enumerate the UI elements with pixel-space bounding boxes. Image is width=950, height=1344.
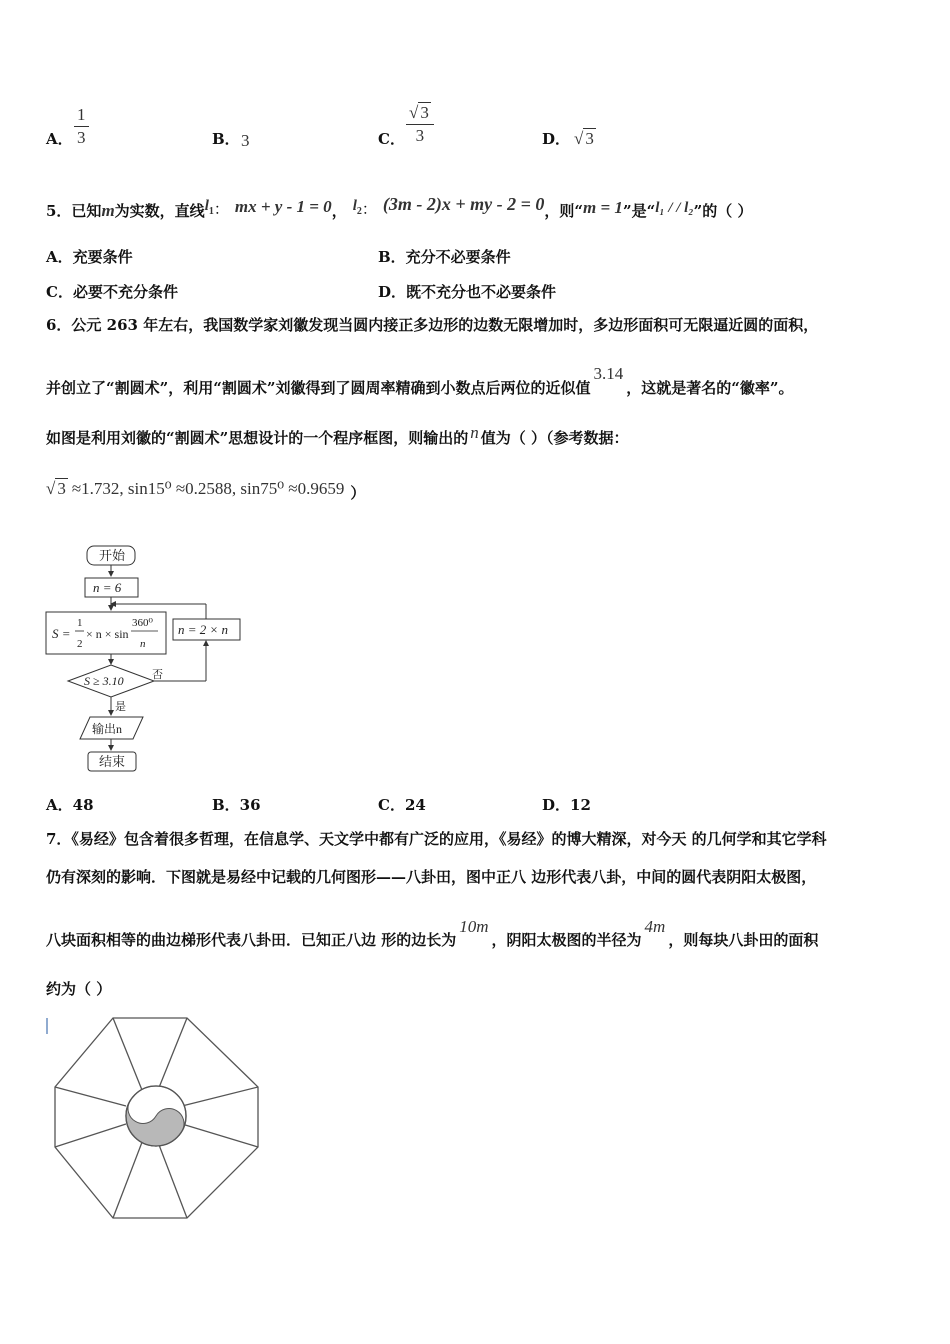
no-label: 否 (152, 669, 163, 681)
radicand: 3 (585, 129, 594, 148)
q4-option-b-label: B． (212, 130, 240, 148)
start-label: 开始 (99, 548, 126, 563)
q4-option-c-value: $\frac{√ 3}{3}$ (406, 102, 434, 147)
q6-line1: 6．公元 263 年左右，我国数学家刘徽发现当圆内接正多边形的边数无限增加时，多边形面积可无限逼近圆的面积， (46, 316, 819, 334)
q6-option-c: C．24 (378, 796, 426, 814)
q5-text: ”是“ (622, 202, 656, 220)
fraction-denominator: 3 (415, 126, 425, 145)
q6-text: ，这就是著名的“徽率”。 (626, 379, 794, 397)
q4-option-a-label: A． (46, 130, 73, 148)
q5-stem (46, 194, 753, 221)
subscript: 1 (208, 206, 214, 217)
q5-option-b: B．充分不必要条件 (378, 248, 511, 266)
q5-text: ”的（ ） (693, 202, 753, 220)
bagua-octagon-figure (44, 1012, 264, 1227)
line2-equation: (3m - 2)x + my - 2 = 0 (382, 194, 545, 214)
variable-n: n (470, 423, 479, 442)
q7-text: 八块面积相等的曲边梯形代表八卦田．已知正八边 形的边长为 (46, 931, 457, 949)
close-paren: ） (350, 486, 366, 502)
taiji-symbol (115, 1086, 189, 1157)
q7-text: ，阴阳太极图的半径为 (491, 931, 642, 949)
formula-s: S = (52, 626, 71, 641)
q4-option-b-value: 3 (241, 131, 250, 150)
yes-label: 是 (115, 701, 126, 713)
formula-mid: × n × sin (86, 627, 129, 641)
comma: ， (331, 202, 347, 220)
q4-option-c-label: C． (378, 130, 405, 148)
q7-text: ，则每块八卦田的面积 (668, 931, 819, 949)
q6-line3 (46, 423, 629, 448)
q7-line3 (46, 917, 819, 950)
radicand: 3 (420, 103, 429, 122)
taiji-radius: 4m (644, 917, 666, 936)
radicand: 3 (57, 479, 66, 498)
q6-text: 值为（ ）（参考数据： (480, 429, 629, 447)
formula-frac-den: 2 (77, 638, 83, 650)
q6-text: 并创立了“割圆术”，利用“割圆术”刘徽得到了圆周率精确到小数点后两位的近似值 (46, 379, 591, 397)
line-l1: l (204, 198, 209, 214)
line1-equation: mx + y - 1 = 0 (234, 197, 332, 216)
formula-angle-num: 360⁰ (132, 617, 153, 629)
q7-line4: 约为（ ） (46, 980, 112, 998)
colon: ： (213, 200, 229, 218)
q7-line1: 7．《易经》包含着很多哲理，在信息学、天文学中都有广泛的应用，《易经》的博大精深，对今天 的几何学和其它学科 (46, 830, 827, 848)
init-label: n = 6 (93, 580, 122, 595)
flowchart (40, 538, 260, 778)
q6-line2 (46, 364, 794, 398)
fraction-denominator: 3 (77, 128, 86, 147)
line-l2: l (352, 198, 357, 214)
pi-approx: 3.14 (593, 364, 624, 383)
q5-prefix: 5．已知 (46, 202, 102, 220)
parallel-condition: l₁ / / l₂ (655, 200, 694, 216)
condition-m-equals-1: m = 1 (583, 198, 623, 217)
end-label: 结束 (99, 754, 126, 769)
formula-frac-num: 1 (77, 617, 83, 629)
q6-reference-data: √ 3 ≈1.732, sin15⁰ ≈0.2588, sin75⁰ ≈0.9659 ） (46, 479, 366, 502)
q5-option-d: D．既不充分也不必要条件 (378, 283, 557, 301)
q7-line2: 仍有深刻的影响．下图就是易经中记载的几何图形——八卦田，图中正八 边形代表八卦，中间的圆代表阴阳太极图， (46, 868, 817, 886)
q4-option-d-value: √ 3 (574, 129, 594, 148)
formula-angle-den: n (140, 638, 146, 650)
q6-option-d: D．12 (542, 796, 591, 814)
q5-option-a: A．充要条件 (46, 248, 133, 266)
q5-option-c: C．必要不充分条件 (46, 283, 178, 301)
q4-option-a-value (74, 104, 89, 149)
subscript: 2 (356, 206, 362, 217)
reference-values: ≈1.732, sin15⁰ ≈0.2588, sin75⁰ ≈0.9659 (71, 479, 345, 498)
update-label: n = 2 × n (178, 622, 229, 637)
colon: ： (361, 200, 377, 218)
q6-option-a: A．48 (46, 796, 94, 814)
q6-text: 如图是利用刘徽的“割圆术”思想设计的一个程序框图，则输出的 (46, 429, 469, 447)
condition-label: S ≥ 3.10 (84, 674, 124, 688)
q4-option-d-label: D． (542, 130, 571, 148)
q5-text: ，则“ (544, 202, 584, 220)
fraction-numerator: 1 (74, 104, 89, 127)
variable-m: m (101, 201, 115, 220)
q5-text: 为实数，直线 (114, 202, 205, 220)
q6-option-b: B．36 (212, 796, 261, 814)
octagon-side-length: 10m (459, 917, 489, 936)
output-label: 输出n (92, 722, 123, 736)
